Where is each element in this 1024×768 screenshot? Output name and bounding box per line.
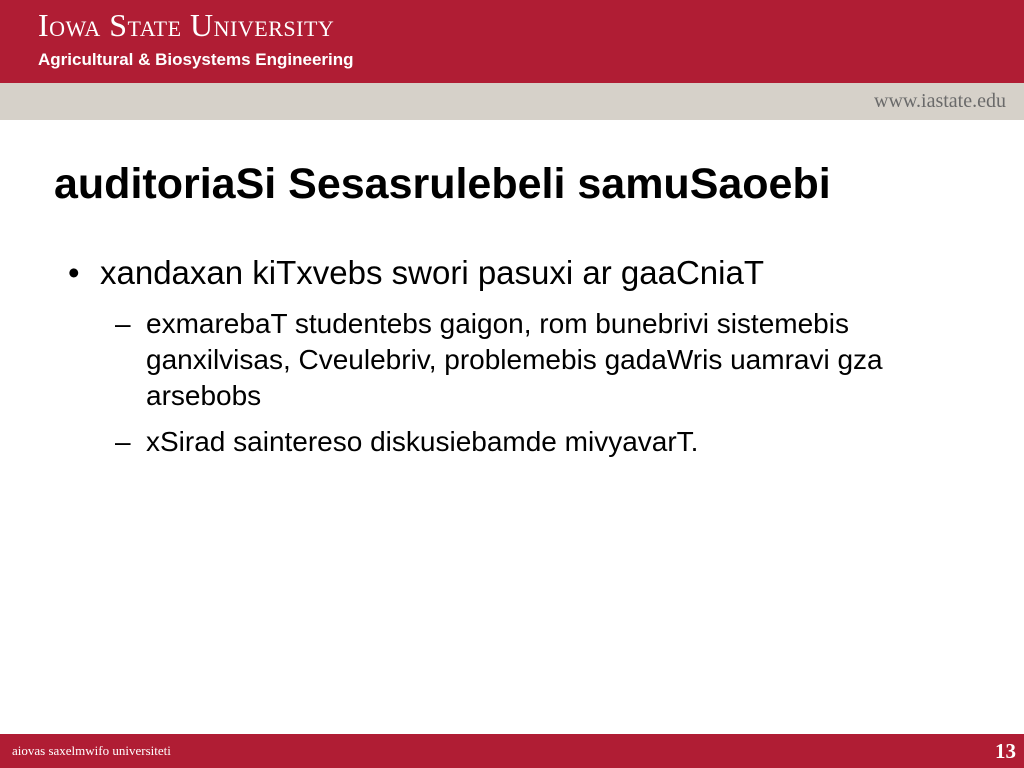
sub-bullet-item [100, 306, 978, 414]
university-name: Iowa State University [38, 7, 335, 43]
bullet-text: xandaxan kiTxvebs swori pasuxi ar gaaCniaT [100, 254, 764, 291]
header-band [0, 0, 1024, 83]
bullet-item [58, 250, 978, 460]
page-number: 13 [995, 739, 1016, 763]
sub-bullet-text: xSirad saintereso diskusiebamde mivyavarT. [146, 426, 699, 457]
dash-marker: – [115, 426, 131, 457]
dash-marker: – [115, 308, 131, 339]
bullet-marker: • [68, 254, 80, 291]
department-name: Agricultural & Biosystems Engineering [38, 50, 354, 69]
website-url[interactable]: www.iastate.edu [874, 90, 1006, 112]
footer-band [0, 734, 1024, 768]
sub-bullet-list [100, 306, 978, 460]
sub-bullet-item [100, 424, 978, 460]
bullet-list [58, 250, 978, 470]
sub-bullet-text: exmarebaT studentebs gaigon, rom bunebrivi sistemebis ganxilvisas, Cveulebriv, problemebis gadaWris uamravi gza arsebobs [146, 308, 883, 411]
url-band [0, 83, 1024, 120]
slide-title: auditoriaSi Sesasrulebeli samuSaoebi [54, 160, 831, 208]
footer-text: aiovas saxelmwifo universiteti [12, 743, 171, 758]
